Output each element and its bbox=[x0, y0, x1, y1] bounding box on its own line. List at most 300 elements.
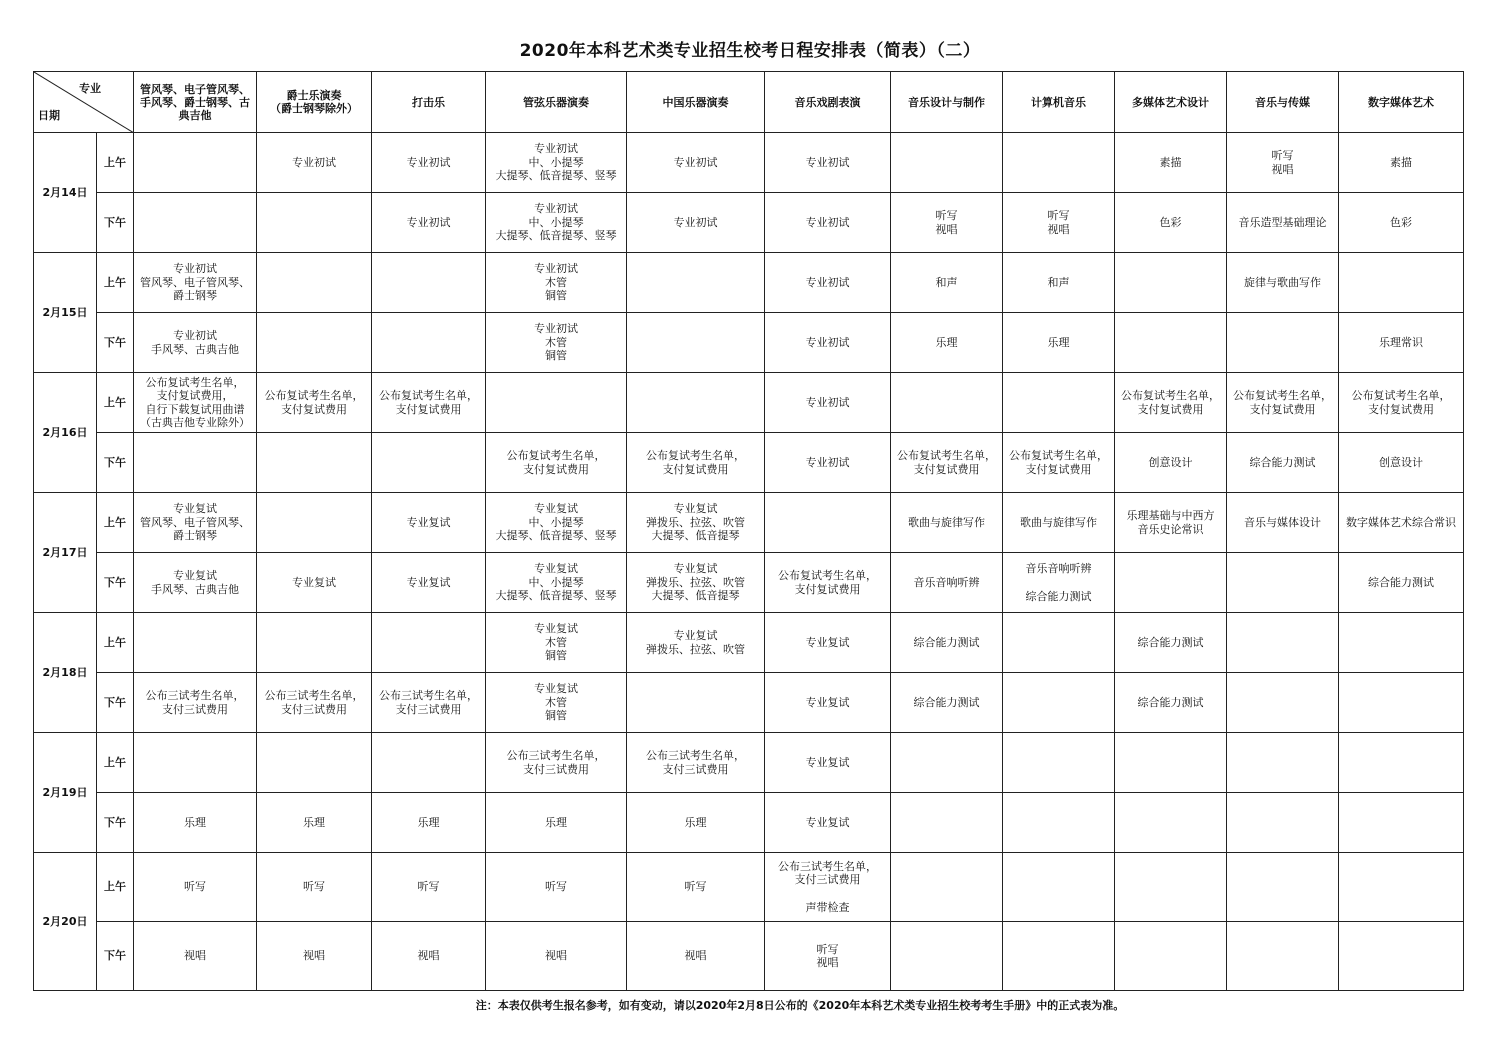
schedule-cell bbox=[765, 793, 891, 853]
schedule-cell bbox=[1339, 433, 1464, 493]
cell-line: 乐理 bbox=[303, 815, 325, 829]
schedule-cell bbox=[257, 133, 372, 193]
cell-line: 支付复试费用 bbox=[662, 462, 729, 476]
schedule-cell bbox=[765, 133, 891, 193]
cell-line: 听写 bbox=[935, 209, 958, 222]
schedule-cell bbox=[1227, 253, 1339, 313]
schedule-cell bbox=[486, 793, 627, 853]
schedule-cell bbox=[1115, 493, 1227, 553]
cell-line: 大提琴、低音提琴 bbox=[651, 589, 740, 603]
cell-line: 管风琴、电子管风琴、 bbox=[140, 82, 250, 96]
cell-line: 公布复试考生名单， bbox=[506, 449, 606, 462]
table-row bbox=[34, 253, 1464, 313]
major-header bbox=[1227, 72, 1339, 133]
schedule-cell bbox=[257, 493, 372, 553]
schedule-cell bbox=[372, 673, 486, 733]
table-row bbox=[34, 733, 1464, 793]
cell-line: 歌曲与旋律写作 bbox=[908, 515, 985, 529]
cell-line: 素描 bbox=[1390, 155, 1412, 169]
cell-line: 大提琴、低音提琴、竖琴 bbox=[495, 229, 617, 243]
cell-line: 中、小提琴 bbox=[528, 575, 584, 589]
cell-line: 典吉他 bbox=[178, 108, 212, 122]
schedule-cell bbox=[1115, 133, 1227, 193]
cell-line: 专业初试 bbox=[406, 155, 451, 169]
schedule-cell bbox=[891, 922, 1003, 991]
schedule-cell bbox=[1227, 793, 1339, 853]
cell-line: 综合能力测试 bbox=[1368, 575, 1434, 589]
schedule-cell bbox=[891, 613, 1003, 673]
schedule-cell bbox=[372, 922, 486, 991]
schedule-cell bbox=[134, 553, 257, 613]
schedule-cell bbox=[134, 493, 257, 553]
major-header bbox=[765, 72, 891, 133]
page-title: 2020年本科艺术类专业招生校考日程安排表（简表）（二） bbox=[519, 41, 981, 61]
cell-line: 乐理 bbox=[417, 815, 440, 829]
cell-line: 中、小提琴 bbox=[528, 515, 584, 529]
period-cell: 上午 bbox=[97, 373, 134, 433]
cell-line: 专业初试 bbox=[673, 155, 718, 169]
schedule-cell bbox=[486, 553, 627, 613]
schedule-cell bbox=[1339, 793, 1464, 853]
schedule-cell bbox=[486, 733, 627, 793]
cell-line: 公布复试考生名单， bbox=[1009, 449, 1108, 462]
schedule-cell bbox=[765, 613, 891, 673]
schedule-cell bbox=[257, 673, 372, 733]
major-header bbox=[372, 72, 486, 133]
schedule-cell bbox=[627, 493, 765, 553]
schedule-cell bbox=[257, 193, 372, 253]
schedule-cell bbox=[1003, 553, 1115, 613]
cell-line: （古典吉他专业除外） bbox=[140, 416, 250, 429]
period-cell: 上午 bbox=[97, 613, 134, 673]
cell-line: 爵士钢琴 bbox=[173, 289, 217, 303]
schedule-cell bbox=[1115, 253, 1227, 313]
table-row bbox=[34, 433, 1464, 493]
cell-line: 支付复试费用 bbox=[1249, 402, 1316, 416]
schedule-cell bbox=[257, 613, 372, 673]
schedule-cell bbox=[1339, 313, 1464, 373]
schedule-cell bbox=[765, 193, 891, 253]
line-gap bbox=[1005, 576, 1112, 590]
cell-line: 和声 bbox=[935, 275, 958, 289]
cell-line: （爵士钢琴除外） bbox=[270, 102, 358, 115]
cell-line: 专业初试 bbox=[406, 215, 451, 229]
cell-line: 综合能力测试 bbox=[1137, 635, 1204, 649]
schedule-cell bbox=[372, 613, 486, 673]
cell-line: 大提琴、低音提琴、竖琴 bbox=[495, 169, 617, 183]
schedule-cell bbox=[891, 373, 1003, 433]
cell-line: 综合能力测试 bbox=[913, 635, 980, 649]
cell-line: 大提琴、低音提琴、竖琴 bbox=[495, 589, 617, 603]
cell-line: 支付复试费用 bbox=[281, 402, 347, 416]
cell-line: 专业初试 bbox=[534, 322, 578, 336]
schedule-cell bbox=[486, 853, 627, 922]
schedule-cell bbox=[257, 253, 372, 313]
cell-line: 专业复试 bbox=[406, 575, 451, 589]
cell-line: 音乐与传媒 bbox=[1255, 95, 1310, 109]
cell-line: 视唱 bbox=[184, 949, 206, 963]
cell-line: 专业复试 bbox=[673, 562, 718, 576]
schedule-cell bbox=[486, 133, 627, 193]
cell-line: 旋律与歌曲写作 bbox=[1244, 275, 1321, 289]
cell-line: 公布复试考生名单， bbox=[1233, 389, 1332, 402]
date-cell: 2月19日 bbox=[34, 733, 97, 853]
schedule-cell bbox=[1003, 733, 1115, 793]
table-row bbox=[34, 553, 1464, 613]
schedule-cell bbox=[765, 922, 891, 991]
schedule-cell bbox=[1227, 133, 1339, 193]
cell-line: 自行下载复试用曲谱 bbox=[145, 402, 245, 416]
schedule-cell bbox=[1115, 673, 1227, 733]
cell-line: 创意设计 bbox=[1379, 455, 1423, 469]
schedule-cell bbox=[257, 313, 372, 373]
cell-line: 计算机音乐 bbox=[1031, 95, 1086, 109]
cell-line: 乐理 bbox=[1047, 335, 1070, 349]
table-row bbox=[34, 493, 1464, 553]
cell-line: 数字媒体艺术 bbox=[1368, 95, 1434, 109]
cell-line: 公布复试考生名单， bbox=[264, 389, 364, 402]
schedule-cell bbox=[1115, 193, 1227, 253]
cell-line: 色彩 bbox=[1159, 215, 1182, 229]
schedule-cell bbox=[486, 433, 627, 493]
cell-line: 听写 bbox=[417, 880, 440, 894]
cell-line: 公布复试考生名单， bbox=[897, 449, 996, 462]
schedule-cell bbox=[1227, 313, 1339, 373]
table-row bbox=[34, 313, 1464, 373]
cell-line: 公布三试考生名单， bbox=[778, 859, 877, 873]
cell-line: 听写 bbox=[184, 880, 206, 894]
cell-line: 铜管 bbox=[545, 289, 567, 303]
schedule-cell bbox=[765, 673, 891, 733]
schedule-cell bbox=[1115, 733, 1227, 793]
cell-line: 手风琴、古典吉他 bbox=[151, 342, 239, 356]
cell-line: 乐理 bbox=[935, 335, 958, 349]
cell-line: 公布三试考生名单， bbox=[379, 689, 478, 702]
cell-line: 音乐造型基础理论 bbox=[1238, 215, 1327, 229]
schedule-cell bbox=[765, 373, 891, 433]
footnote: 注：本表仅供考生报名参考，如有变动，请以2020年2月8日公布的《2020年本科艺术类专业招生校考考生手册》中的正式表为准。 bbox=[475, 999, 1125, 1012]
cell-line: 专业复试 bbox=[292, 575, 336, 589]
cell-line: 专业初试 bbox=[805, 275, 850, 289]
cell-line: 专业复试 bbox=[534, 682, 578, 696]
corner-cell bbox=[34, 72, 134, 133]
schedule-cell bbox=[627, 373, 765, 433]
cell-line: 爵士钢琴 bbox=[173, 529, 217, 543]
cell-line: 支付三试费用 bbox=[162, 702, 228, 716]
major-header bbox=[891, 72, 1003, 133]
schedule-cell bbox=[1003, 493, 1115, 553]
schedule-cell bbox=[1339, 673, 1464, 733]
cell-line: 手风琴、古典吉他 bbox=[151, 582, 239, 596]
cell-line: 专业复试 bbox=[534, 622, 578, 636]
table-row bbox=[34, 922, 1464, 991]
cell-line: 听写 bbox=[816, 942, 839, 956]
cell-line: 大提琴、低音提琴 bbox=[651, 529, 740, 543]
date-cell: 2月16日 bbox=[34, 373, 97, 493]
schedule-cell bbox=[372, 553, 486, 613]
table-row bbox=[34, 853, 1464, 922]
schedule-cell bbox=[1339, 733, 1464, 793]
schedule-cell bbox=[891, 433, 1003, 493]
schedule-cell bbox=[627, 133, 765, 193]
table-row bbox=[34, 133, 1464, 193]
schedule-cell bbox=[257, 373, 372, 433]
table-row bbox=[34, 613, 1464, 673]
schedule-cell bbox=[1339, 922, 1464, 991]
schedule-cell bbox=[1227, 853, 1339, 922]
cell-line: 支付复试费用 bbox=[1137, 402, 1204, 416]
cell-line: 管风琴、电子管风琴、 bbox=[140, 275, 250, 289]
schedule-cell bbox=[1227, 613, 1339, 673]
cell-line: 支付复试费用 bbox=[1368, 402, 1434, 416]
schedule-cell bbox=[372, 793, 486, 853]
cell-line: 听写 bbox=[303, 880, 325, 894]
cell-line: 综合能力测试 bbox=[1137, 695, 1204, 709]
cell-line: 公布复试考生名单， bbox=[646, 449, 745, 462]
cell-line: 视唱 bbox=[816, 956, 839, 969]
cell-line: 铜管 bbox=[545, 649, 567, 663]
cell-line: 打击乐 bbox=[412, 95, 445, 109]
schedule-cell bbox=[765, 853, 891, 922]
cell-line: 视唱 bbox=[684, 949, 707, 963]
cell-line: 木管 bbox=[545, 275, 567, 289]
schedule-cell bbox=[891, 793, 1003, 853]
cell-line: 歌曲与旋律写作 bbox=[1020, 515, 1097, 529]
period-cell: 上午 bbox=[97, 133, 134, 193]
schedule-cell bbox=[1003, 193, 1115, 253]
schedule-cell bbox=[627, 553, 765, 613]
date-cell: 2月20日 bbox=[34, 853, 97, 991]
line-gap bbox=[767, 887, 888, 901]
cell-line: 支付三试费用 bbox=[281, 702, 347, 716]
cell-line: 专业复试 bbox=[673, 502, 718, 516]
period-cell: 下午 bbox=[97, 193, 134, 253]
schedule-cell bbox=[891, 553, 1003, 613]
table-row bbox=[34, 193, 1464, 253]
schedule-cell bbox=[765, 553, 891, 613]
cell-line: 专业初试 bbox=[805, 155, 850, 169]
cell-line: 专业初试 bbox=[173, 329, 217, 342]
schedule-cell bbox=[1227, 373, 1339, 433]
schedule-cell bbox=[891, 673, 1003, 733]
cell-line: 公布三试考生名单， bbox=[646, 749, 745, 762]
major-header bbox=[627, 72, 765, 133]
cell-line: 专业复试 bbox=[173, 502, 217, 516]
cell-line: 专业初试 bbox=[805, 395, 850, 409]
date-cell: 2月18日 bbox=[34, 613, 97, 733]
cell-line: 音乐音响听辨 bbox=[1025, 562, 1092, 575]
cell-line: 乐理常识 bbox=[1379, 335, 1423, 349]
period-cell: 下午 bbox=[97, 922, 134, 991]
cell-line: 综合能力测试 bbox=[1249, 455, 1316, 469]
schedule-cell bbox=[1003, 793, 1115, 853]
cell-line: 专业复试 bbox=[805, 815, 850, 829]
period-cell: 下午 bbox=[97, 553, 134, 613]
period-cell: 上午 bbox=[97, 493, 134, 553]
schedule-cell bbox=[1003, 853, 1115, 922]
cell-line: 听写 bbox=[1047, 209, 1070, 222]
major-header bbox=[1339, 72, 1464, 133]
major-header bbox=[1003, 72, 1115, 133]
period-cell: 下午 bbox=[97, 793, 134, 853]
cell-line: 专业复试 bbox=[406, 515, 451, 529]
period-cell: 上午 bbox=[97, 733, 134, 793]
cell-line: 乐理 bbox=[545, 815, 567, 829]
schedule-cell bbox=[627, 613, 765, 673]
cell-line: 综合能力测试 bbox=[913, 695, 980, 709]
cell-line: 音乐与媒体设计 bbox=[1244, 515, 1321, 529]
cell-line: 管弦乐器演奏 bbox=[523, 95, 589, 109]
schedule-cell bbox=[627, 433, 765, 493]
schedule-cell bbox=[891, 133, 1003, 193]
cell-line: 爵士乐演奏 bbox=[286, 89, 342, 102]
cell-line: 专业复试 bbox=[173, 569, 217, 582]
schedule-cell bbox=[134, 733, 257, 793]
cell-line: 听写 bbox=[1271, 149, 1294, 162]
schedule-cell bbox=[1227, 433, 1339, 493]
cell-line: 音乐戏剧表演 bbox=[794, 95, 861, 109]
schedule-cell bbox=[257, 853, 372, 922]
cell-line: 专业初试 bbox=[534, 202, 578, 216]
schedule-cell bbox=[1227, 193, 1339, 253]
cell-line: 乐理 bbox=[184, 815, 206, 829]
cell-line: 专业初试 bbox=[534, 142, 578, 156]
schedule-cell bbox=[134, 313, 257, 373]
cell-line: 专业复试 bbox=[805, 755, 850, 769]
cell-line: 公布复试考生名单， bbox=[1121, 389, 1220, 402]
period-cell: 上午 bbox=[97, 253, 134, 313]
date-cell: 2月17日 bbox=[34, 493, 97, 613]
cell-line: 弹拨乐、拉弦、吹管 bbox=[646, 515, 745, 529]
schedule-cell bbox=[1339, 373, 1464, 433]
schedule-cell bbox=[1115, 433, 1227, 493]
cell-line: 听写 bbox=[545, 880, 567, 894]
cell-line: 中国乐器演奏 bbox=[662, 95, 729, 109]
cell-line: 公布复试考生名单， bbox=[778, 569, 877, 582]
schedule-cell bbox=[627, 193, 765, 253]
schedule-cell bbox=[1115, 793, 1227, 853]
cell-line: 专业初试 bbox=[173, 262, 217, 276]
cell-line: 视唱 bbox=[1047, 222, 1070, 236]
cell-line: 专业复试 bbox=[673, 629, 718, 642]
schedule-cell bbox=[627, 793, 765, 853]
schedule-cell bbox=[372, 253, 486, 313]
cell-line: 数字媒体艺术综合常识 bbox=[1346, 515, 1456, 529]
cell-line: 公布三试考生名单， bbox=[506, 749, 606, 762]
cell-line: 专业复试 bbox=[534, 562, 578, 576]
period-cell: 下午 bbox=[97, 673, 134, 733]
cell-line: 视唱 bbox=[935, 222, 958, 236]
cell-line: 专业复试 bbox=[534, 502, 578, 516]
schedule-cell bbox=[1003, 433, 1115, 493]
cell-line: 支付复试费用 bbox=[523, 462, 589, 476]
schedule-cell bbox=[134, 433, 257, 493]
schedule-cell bbox=[134, 253, 257, 313]
major-header bbox=[486, 72, 627, 133]
cell-line: 素描 bbox=[1159, 155, 1182, 169]
schedule-cell bbox=[1003, 373, 1115, 433]
schedule-cell bbox=[1003, 673, 1115, 733]
schedule-cell bbox=[891, 733, 1003, 793]
schedule-cell bbox=[486, 493, 627, 553]
schedule-cell bbox=[1227, 493, 1339, 553]
corner-major-label: 专业 bbox=[79, 82, 101, 95]
schedule-cell bbox=[134, 853, 257, 922]
schedule-cell bbox=[1115, 613, 1227, 673]
schedule-cell bbox=[372, 373, 486, 433]
schedule-cell bbox=[486, 193, 627, 253]
cell-line: 音乐史论常识 bbox=[1137, 522, 1204, 536]
table-row bbox=[34, 373, 1464, 433]
schedule-cell bbox=[1339, 253, 1464, 313]
schedule-cell bbox=[372, 313, 486, 373]
schedule-cell bbox=[627, 853, 765, 922]
table-row bbox=[34, 793, 1464, 853]
cell-line: 支付三试费用 bbox=[662, 762, 729, 776]
schedule-cell bbox=[891, 853, 1003, 922]
schedule-cell bbox=[627, 922, 765, 991]
schedule-cell bbox=[134, 373, 257, 433]
cell-line: 大提琴、低音提琴、竖琴 bbox=[495, 529, 617, 543]
schedule-cell bbox=[1003, 253, 1115, 313]
schedule-cell bbox=[372, 733, 486, 793]
cell-line: 公布复试考生名单， bbox=[379, 389, 478, 402]
schedule-cell bbox=[1339, 613, 1464, 673]
cell-line: 专业初试 bbox=[805, 215, 850, 229]
schedule-cell bbox=[1227, 733, 1339, 793]
schedule-cell bbox=[1115, 922, 1227, 991]
schedule-cell bbox=[1227, 673, 1339, 733]
cell-line: 弹拨乐、拉弦、吹管 bbox=[646, 642, 745, 656]
schedule-cell bbox=[134, 613, 257, 673]
schedule-cell bbox=[1339, 553, 1464, 613]
schedule-cell bbox=[372, 193, 486, 253]
cell-line: 支付复试费用 bbox=[794, 582, 861, 596]
cell-line: 听写 bbox=[684, 880, 707, 894]
cell-line: 木管 bbox=[545, 635, 567, 649]
schedule-cell bbox=[891, 193, 1003, 253]
major-header bbox=[1115, 72, 1227, 133]
schedule-cell bbox=[627, 253, 765, 313]
cell-line: 支付三试费用 bbox=[395, 702, 462, 716]
schedule-cell bbox=[891, 493, 1003, 553]
schedule-cell bbox=[134, 193, 257, 253]
cell-line: 公布复试考生名单， bbox=[145, 375, 245, 389]
schedule-cell bbox=[1339, 853, 1464, 922]
cell-line: 管风琴、电子管风琴、 bbox=[140, 515, 250, 529]
cell-line: 支付复试费用 bbox=[913, 462, 980, 476]
cell-line: 色彩 bbox=[1390, 215, 1412, 229]
schedule-cell bbox=[765, 433, 891, 493]
cell-line: 木管 bbox=[545, 335, 567, 349]
cell-line: 专业初试 bbox=[673, 215, 718, 229]
schedule-cell bbox=[1115, 373, 1227, 433]
schedule-cell bbox=[1003, 133, 1115, 193]
schedule-cell bbox=[765, 733, 891, 793]
schedule-cell bbox=[1339, 493, 1464, 553]
date-cell: 2月14日 bbox=[34, 133, 97, 253]
cell-line: 支付三试费用 bbox=[523, 762, 589, 776]
period-cell: 上午 bbox=[97, 853, 134, 922]
schedule-cell bbox=[372, 853, 486, 922]
schedule-cell bbox=[134, 133, 257, 193]
schedule-cell bbox=[1003, 613, 1115, 673]
schedule-cell bbox=[891, 253, 1003, 313]
corner-date-label: 日期 bbox=[38, 109, 60, 122]
cell-line: 视唱 bbox=[545, 949, 567, 963]
schedule-cell bbox=[1115, 853, 1227, 922]
cell-line: 视唱 bbox=[1271, 162, 1294, 176]
